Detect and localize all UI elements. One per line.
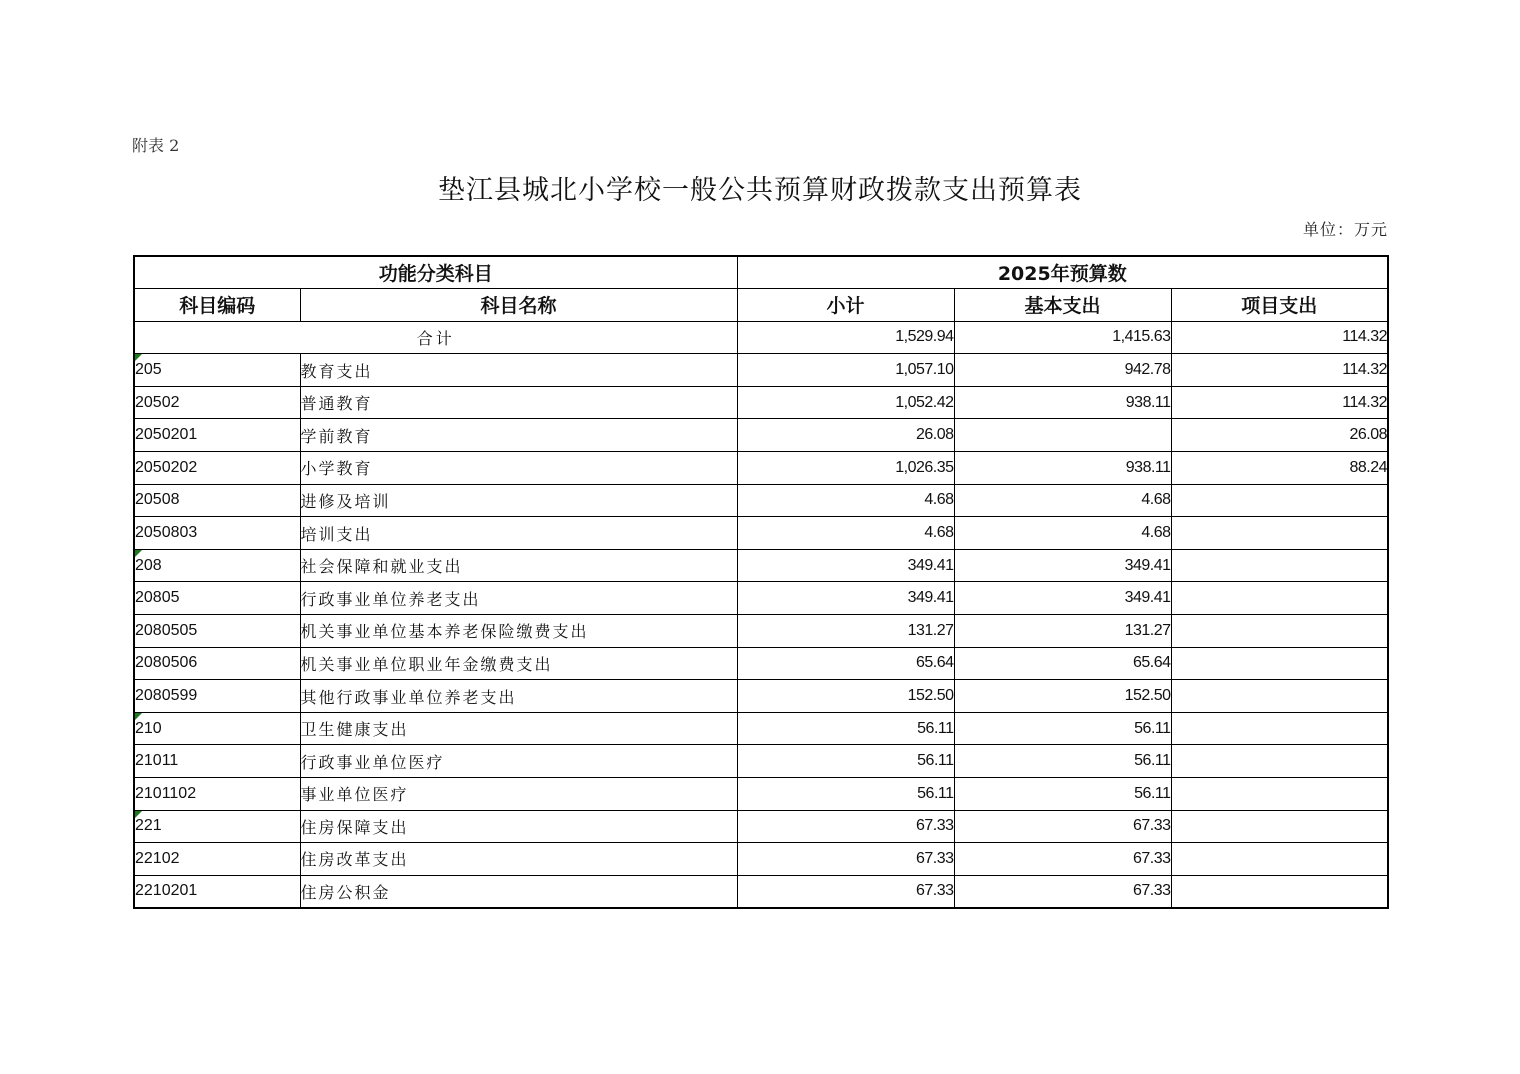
row-basic: 152.50 [954, 680, 1171, 713]
row-code-text: 20508 [135, 491, 180, 509]
row-name: 行政事业单位养老支出 [300, 582, 737, 615]
row-code-text: 22102 [135, 849, 180, 867]
row-code [134, 582, 300, 615]
row-code [134, 778, 300, 811]
row-project [1171, 778, 1388, 811]
total-basic: 1,415.63 [954, 321, 1171, 354]
row-project [1171, 549, 1388, 582]
table-row [134, 484, 1388, 517]
row-code [134, 680, 300, 713]
row-subtotal: 26.08 [737, 419, 954, 452]
row-basic: 4.68 [954, 484, 1171, 517]
appendix-label: 附表 2 [132, 136, 180, 155]
row-name: 教育支出 [300, 354, 737, 387]
header-category-group: 功能分类科目 [134, 256, 737, 289]
row-subtotal: 152.50 [737, 680, 954, 713]
header-budget-group: 2025年预算数 [737, 256, 1388, 289]
row-project [1171, 615, 1388, 648]
table-row [134, 452, 1388, 485]
row-code-text: 20502 [135, 393, 180, 411]
row-subtotal: 1,057.10 [737, 354, 954, 387]
row-code [134, 549, 300, 582]
row-name: 卫生健康支出 [300, 712, 737, 745]
total-project: 114.32 [1171, 321, 1388, 354]
row-project: 114.32 [1171, 354, 1388, 387]
row-basic [954, 419, 1171, 452]
row-code-text: 205 [135, 361, 162, 379]
row-subtotal: 4.68 [737, 484, 954, 517]
row-basic: 67.33 [954, 810, 1171, 843]
table-row [134, 680, 1388, 713]
unit-label: 单位：万元 [1302, 220, 1388, 239]
row-code-text: 221 [135, 817, 162, 835]
row-code-text: 208 [135, 556, 162, 574]
row-subtotal: 131.27 [737, 615, 954, 648]
row-project [1171, 745, 1388, 778]
row-subtotal: 1,026.35 [737, 452, 954, 485]
row-code [134, 647, 300, 680]
row-subtotal: 56.11 [737, 778, 954, 811]
table-row [134, 712, 1388, 745]
row-code-text: 2050803 [135, 524, 198, 542]
table-row [134, 810, 1388, 843]
row-name: 机关事业单位职业年金缴费支出 [300, 647, 737, 680]
row-subtotal: 67.33 [737, 875, 954, 908]
row-project [1171, 517, 1388, 550]
header-code: 科目编码 [134, 289, 300, 322]
total-label: 合计 [134, 321, 737, 354]
budget-table [133, 255, 1389, 909]
row-code [134, 484, 300, 517]
row-subtotal: 65.64 [737, 647, 954, 680]
row-basic: 349.41 [954, 549, 1171, 582]
row-code [134, 712, 300, 745]
row-name: 培训支出 [300, 517, 737, 550]
row-name: 事业单位医疗 [300, 778, 737, 811]
total-subtotal: 1,529.94 [737, 321, 954, 354]
row-code [134, 517, 300, 550]
row-project [1171, 680, 1388, 713]
row-code-text: 2050201 [135, 426, 198, 444]
row-subtotal: 67.33 [737, 810, 954, 843]
row-code [134, 386, 300, 419]
row-basic: 65.64 [954, 647, 1171, 680]
row-code [134, 843, 300, 876]
table-row [134, 354, 1388, 387]
row-basic: 67.33 [954, 875, 1171, 908]
row-basic: 4.68 [954, 517, 1171, 550]
row-code [134, 745, 300, 778]
row-basic: 131.27 [954, 615, 1171, 648]
row-name: 进修及培训 [300, 484, 737, 517]
row-name: 普通教育 [300, 386, 737, 419]
row-subtotal: 1,052.42 [737, 386, 954, 419]
row-code [134, 452, 300, 485]
row-basic: 67.33 [954, 843, 1171, 876]
row-basic: 942.78 [954, 354, 1171, 387]
row-name: 住房公积金 [300, 875, 737, 908]
row-code-text: 21011 [135, 752, 179, 770]
table-row [134, 778, 1388, 811]
row-name: 住房保障支出 [300, 810, 737, 843]
row-basic: 56.11 [954, 745, 1171, 778]
row-project: 26.08 [1171, 419, 1388, 452]
row-subtotal: 56.11 [737, 745, 954, 778]
row-code-text: 2101102 [135, 784, 197, 802]
row-code-text: 2080505 [135, 621, 198, 639]
header-row-columns [134, 289, 1388, 322]
row-project [1171, 647, 1388, 680]
table-row [134, 843, 1388, 876]
row-code [134, 615, 300, 648]
row-name: 小学教育 [300, 452, 737, 485]
table-row [134, 549, 1388, 582]
row-project: 114.32 [1171, 386, 1388, 419]
row-project [1171, 712, 1388, 745]
row-name: 社会保障和就业支出 [300, 549, 737, 582]
row-code-text: 2080506 [135, 654, 198, 672]
row-name: 住房改革支出 [300, 843, 737, 876]
row-subtotal: 67.33 [737, 843, 954, 876]
row-project [1171, 582, 1388, 615]
row-code [134, 354, 300, 387]
row-basic: 56.11 [954, 712, 1171, 745]
row-code-text: 210 [135, 719, 162, 737]
table-row [134, 647, 1388, 680]
cell-note-marker [135, 811, 142, 818]
total-row [134, 321, 1388, 354]
row-code-text: 2210201 [135, 882, 198, 900]
page-title: 垫江县城北小学校一般公共预算财政拨款支出预算表 [438, 175, 1082, 206]
cell-note-marker [135, 550, 142, 557]
row-project: 88.24 [1171, 452, 1388, 485]
row-basic: 56.11 [954, 778, 1171, 811]
row-project [1171, 484, 1388, 517]
row-project [1171, 875, 1388, 908]
row-code-text: 2050202 [135, 458, 198, 476]
row-subtotal: 349.41 [737, 582, 954, 615]
row-name: 学前教育 [300, 419, 737, 452]
row-code [134, 875, 300, 908]
row-code [134, 419, 300, 452]
table-row [134, 582, 1388, 615]
row-subtotal: 349.41 [737, 549, 954, 582]
row-code [134, 810, 300, 843]
cell-note-marker [135, 354, 142, 361]
header-name: 科目名称 [300, 289, 737, 322]
table-row [134, 517, 1388, 550]
header-subtotal: 小计 [737, 289, 954, 322]
table-row [134, 419, 1388, 452]
row-code-text: 2080599 [135, 687, 198, 705]
header-row-group [134, 256, 1388, 289]
row-name: 机关事业单位基本养老保险缴费支出 [300, 615, 737, 648]
table-row [134, 386, 1388, 419]
row-code-text: 20805 [135, 589, 180, 607]
row-project [1171, 810, 1388, 843]
cell-note-marker [135, 713, 142, 720]
row-subtotal: 56.11 [737, 712, 954, 745]
row-project [1171, 843, 1388, 876]
table-row [134, 615, 1388, 648]
table-row [134, 875, 1388, 908]
table-row [134, 745, 1388, 778]
row-name: 行政事业单位医疗 [300, 745, 737, 778]
row-basic: 349.41 [954, 582, 1171, 615]
header-project: 项目支出 [1171, 289, 1388, 322]
row-name: 其他行政事业单位养老支出 [300, 680, 737, 713]
row-subtotal: 4.68 [737, 517, 954, 550]
row-basic: 938.11 [954, 386, 1171, 419]
header-basic: 基本支出 [954, 289, 1171, 322]
row-basic: 938.11 [954, 452, 1171, 485]
